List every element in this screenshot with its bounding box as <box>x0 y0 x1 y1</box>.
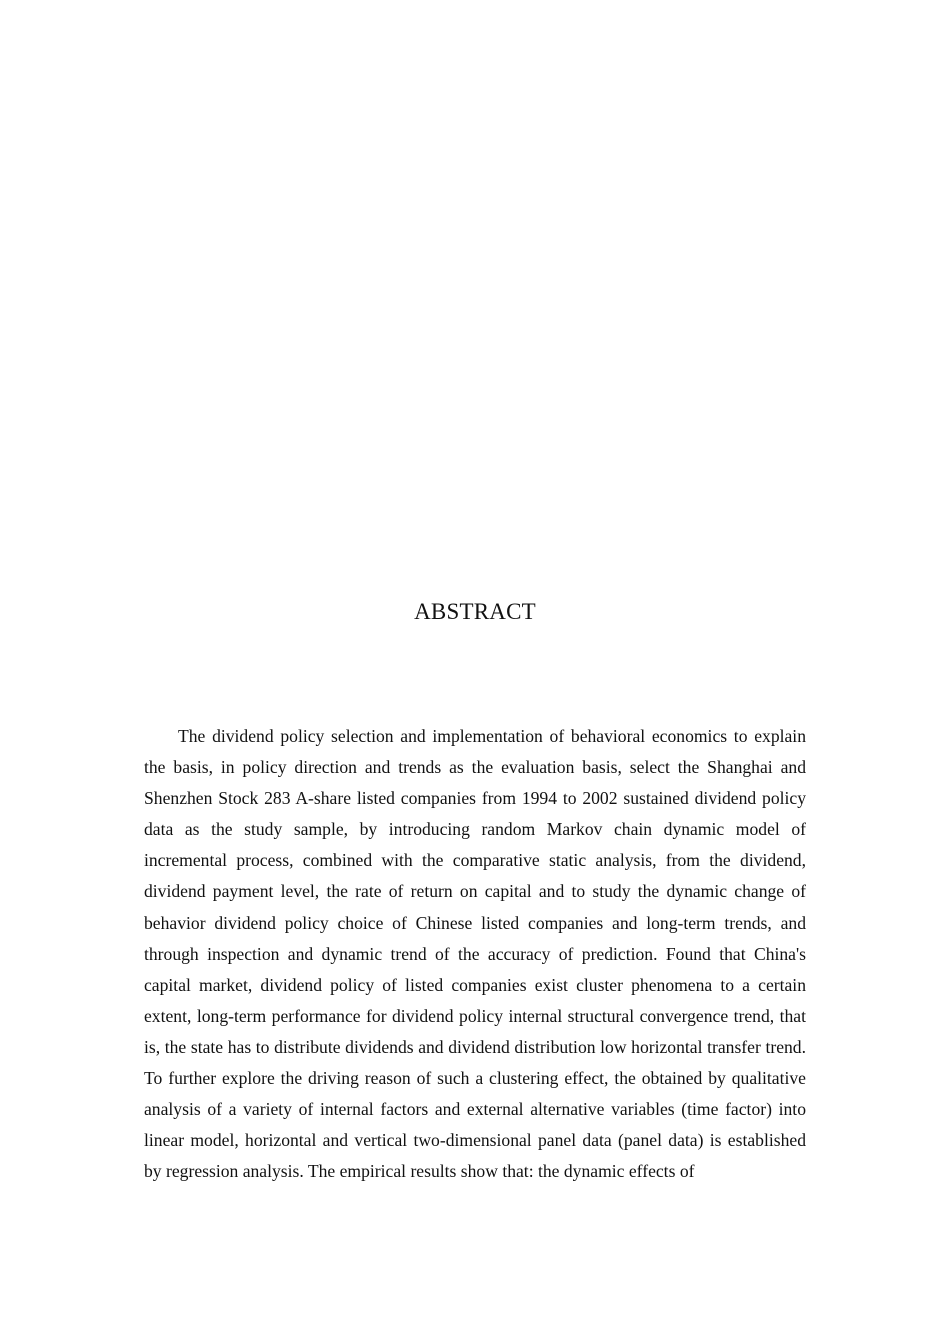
abstract-heading: ABSTRACT <box>414 599 536 624</box>
abstract-paragraph: The dividend policy selection and implementation of behavioral economics to explain the basis, in policy direction and trends as the evaluation basis, select the Shanghai and Shenzhen Stock 283 A-share listed companies from 1994 to 2002 sustained dividend policy data as the study sample, by introducing random Markov chain dynamic model of incremental process, combined with the comparative static analysis, from the dividend, dividend payment level, the rate of return on capital and to study the dynamic change of behavior dividend policy choice of Chinese listed companies and long-term trends, and through inspection and dynamic trend of the accuracy of prediction. Found that China's capital market, dividend policy of listed companies exist cluster phenomena to a certain extent, long-term performance for dividend policy internal structural convergence trend, that is, the state has to distribute dividends and dividend distribution low horizontal transfer trend. To further explore the driving reason of such a clustering effect, the obtained by qualitative analysis of a variety of internal factors and external alternative variables (time factor) into linear model, horizontal and vertical two-dimensional panel data (panel data) is established by regression analysis. The empirical results show that: the dynamic effects of <box>144 726 806 1182</box>
